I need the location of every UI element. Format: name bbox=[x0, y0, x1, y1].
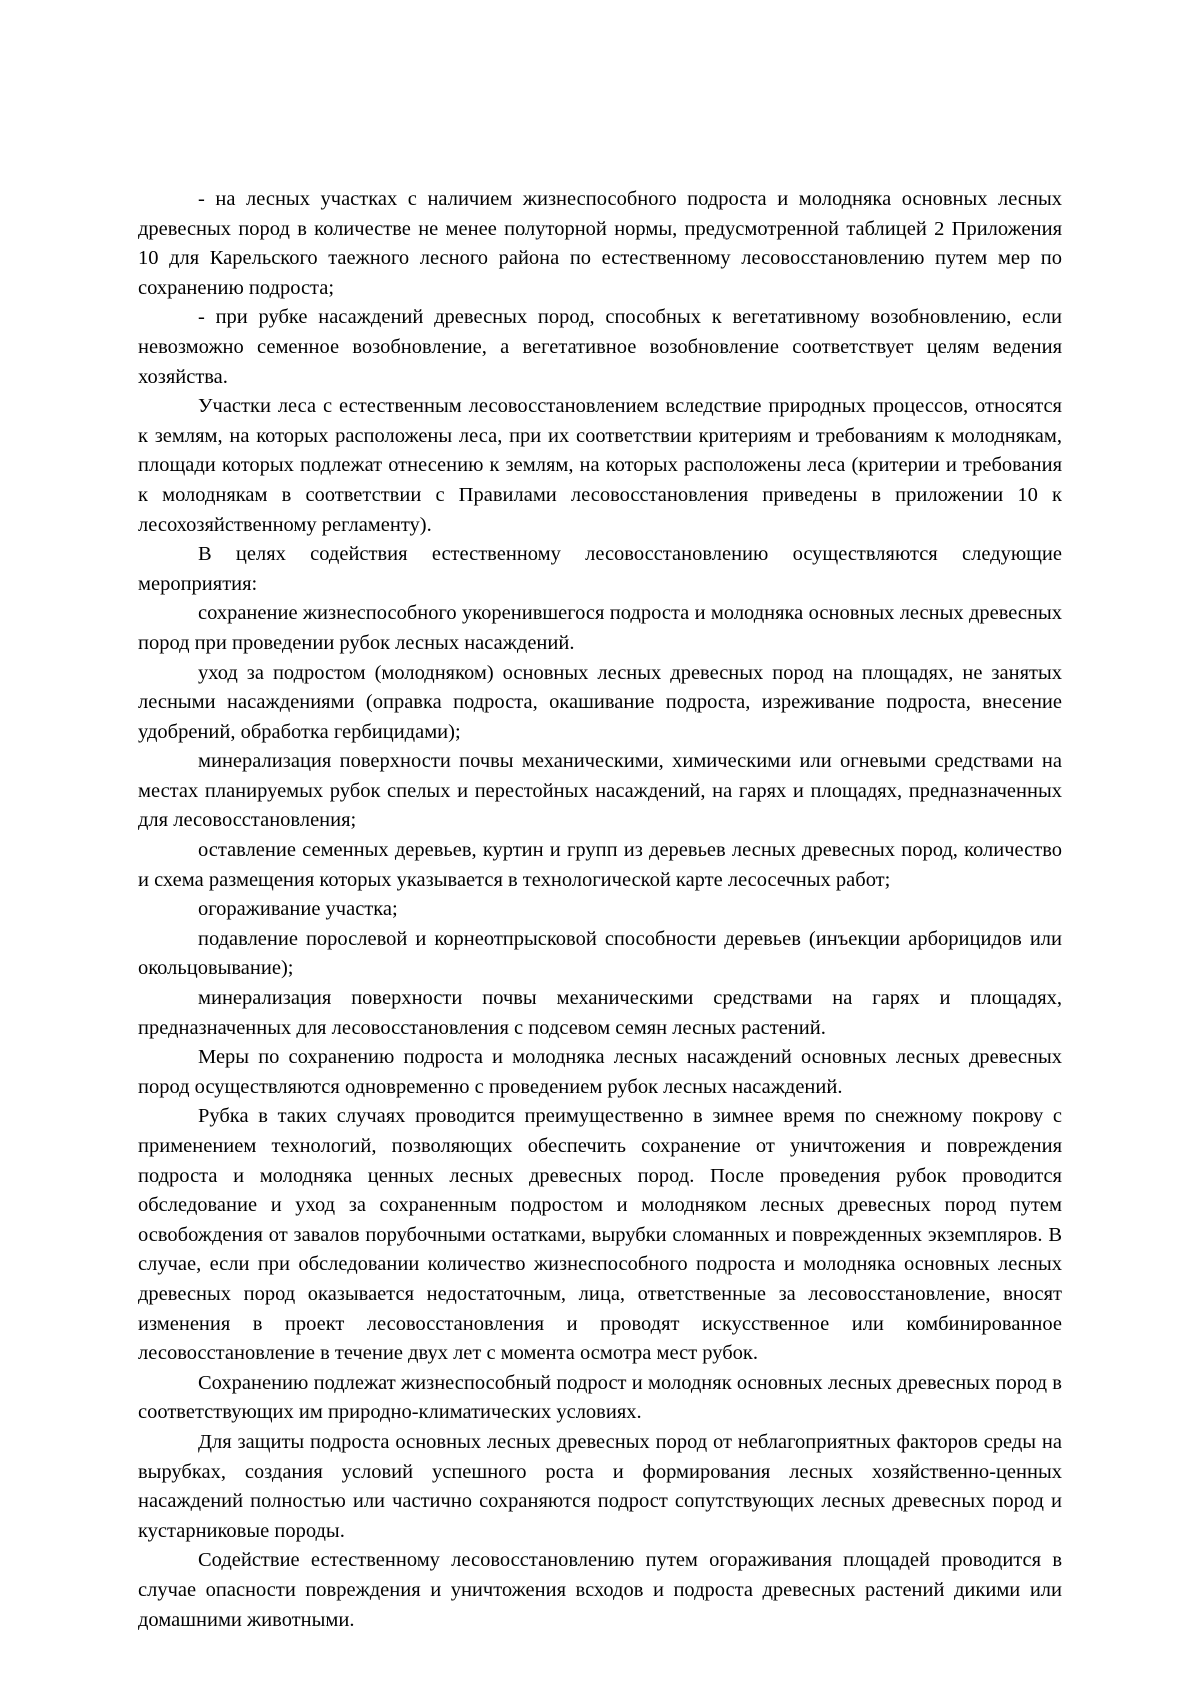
paragraph-16: Содействие естественному лесовосстановлению путем огораживания площадей проводится в случае опасности повреждения и уничтожения всходов и подроста древесных растений дикими или домашними животными. bbox=[138, 1549, 1062, 1631]
paragraph-3: Участки леса с естественным лесовосстановлением вследствие природных процессов, относятся к землям, на которых расположены леса, при их соответствии критериям и требованиям к молоднякам, площади которых подлежат отнесению к землям, на которых расположены леса (критерии и требования к молоднякам в соответствии с Правилами лесовосстановления приведены в приложении 10 к лесохозяйственному регламенту). bbox=[138, 395, 1062, 536]
paragraph-9: огораживание участка; bbox=[198, 898, 398, 921]
paragraph-2: - при рубке насаждений древесных пород, способных к вегетативному возобновлению, если невозможно семенное возобновление, а вегетативное возобновление соответствует целям ведения хозяйства. bbox=[138, 306, 1062, 388]
paragraph-6: уход за подростом (молодняком) основных лесных древесных пород на площадях, не занятых лесными насаждениями (оправка подроста, окашивание подроста, изреживание подроста, внесение удобрений, обработка гербицидами); bbox=[138, 661, 1062, 743]
paragraph-12: Меры по сохранению подроста и молодняка лесных насаждений основных лесных древесных пород осуществляются одновременно с проведением рубок лесных насаждений. bbox=[138, 1046, 1062, 1098]
paragraph-10: подавление порослевой и корнеотпрысковой способности деревьев (инъекции арборицидов или окольцовывание); bbox=[138, 927, 1062, 980]
document-body bbox=[138, 185, 1062, 1635]
paragraph-4: В целях содействия естественному лесовосстановлению осуществляются следующие мероприятия: bbox=[138, 543, 1062, 595]
paragraph-13: Рубка в таких случаях проводится преимущественно в зимнее время по снежному покрову с применением технологий, позволяющих обеспечить сохранение от уничтожения и повреждения подроста и молодняка ценных лесных древесных пород. После проведения рубок проводится обследование и уход за сохраненным подростом и молодняком лесных древесных пород путем освобождения от завалов порубочными остатками, вырубки сломанных и поврежденных экземпляров. В случае, если при обследовании количество жизнеспособного подроста и молодняка основных лесных древесных пород оказывается недостаточным, лица, ответственные за лесовосстановление, вносят изменения в проект лесовосстановления и проводят искусственное или комбинированное лесовосстановление в течение двух лет с момента осмотра мест рубок. bbox=[138, 1105, 1062, 1365]
paragraph-7: минерализация поверхности почвы механическими, химическими или огневыми средствами на местах планируемых рубок спелых и перестойных насаждений, на гарях и площадях, предназначенных для лесовосстановления; bbox=[138, 750, 1062, 832]
paragraph-5: сохранение жизнеспособного укоренившегося подроста и молодняка основных лесных древесных пород при проведении рубок лесных насаждений. bbox=[138, 602, 1062, 654]
paragraph-1: - на лесных участках с наличием жизнеспособного подроста и молодняка основных лесных древесных пород в количестве не менее полуторной нормы, предусмотренной таблицей 2 Приложения 10 для Карельского таежного лесного района по естественному лесовосстановлению путем мер по сохранению подроста; bbox=[138, 188, 1062, 299]
paragraph-15: Для защиты подроста основных лесных древесных пород от неблагоприятных факторов среды на вырубках, создания условий успешного роста и формирования лесных хозяйственно-ценных насаждений полностью или частично сохраняются подрост сопутствующих лесных древесных пород и кустарниковые породы. bbox=[138, 1430, 1062, 1542]
paragraph-11: минерализация поверхности почвы механическими средствами на гарях и площадях, предназначенных для лесовосстановления с подсевом семян лесных растений. bbox=[138, 987, 1062, 1039]
paragraph-14: Сохранению подлежат жизнеспособный подрост и молодняк основных лесных древесных пород в соответствующих им природно-климатических условиях. bbox=[138, 1371, 1062, 1424]
paragraph-8: оставление семенных деревьев, куртин и групп из деревьев лесных древесных пород, количество и схема размещения которых указывается в технологической карте лесосечных работ; bbox=[138, 839, 1062, 891]
